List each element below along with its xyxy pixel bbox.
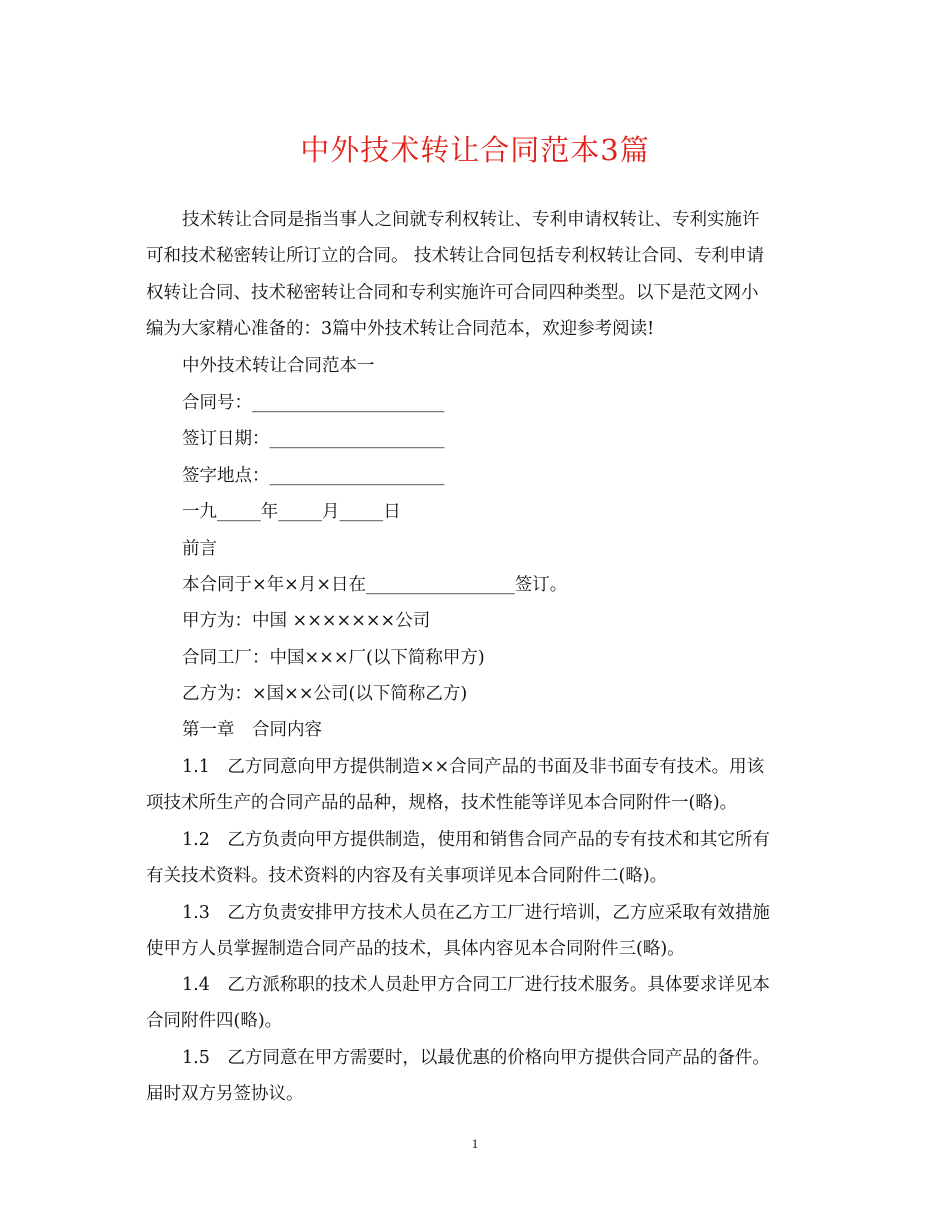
- preface-heading: 前言: [182, 539, 217, 559]
- document-title: 中外技术转让合同范本3篇: [300, 133, 650, 167]
- clause-line: 使甲方人员掌握制造合同产品的技术，具体内容见本合同附件三(略)。: [146, 939, 685, 959]
- sign-date-field: 签订日期：____________________: [182, 429, 445, 449]
- clause-line: 合同附件四(略)。: [146, 1011, 283, 1031]
- page-number: 1: [471, 1136, 479, 1151]
- clause-line: 届时双方另签协议。: [146, 1084, 304, 1104]
- clause-line: 1.5 乙方同意在甲方需要时，以最优惠的价格向甲方提供合同产品的备件。: [182, 1048, 770, 1068]
- sign-place-field: 签字地点：____________________: [182, 466, 445, 486]
- clause-line: 1.1 乙方同意向甲方提供制造××合同产品的书面及非书面专有技术。用该: [182, 757, 765, 777]
- intro-line: 可和技术秘密转让所订立的合同。 技术转让合同包括专利权转让合同、专利申请: [146, 246, 765, 266]
- party-a-line: 甲方为：中国 ×××××××公司: [182, 611, 431, 631]
- factory-line: 合同工厂：中国×××厂(以下简称甲方): [182, 648, 485, 668]
- clause-line: 1.3 乙方负责安排甲方技术人员在乙方工厂进行培训，乙方应采取有效措施: [182, 903, 770, 923]
- party-b-line: 乙方为：×国××公司(以下简称乙方): [182, 684, 468, 704]
- clause-line: 项技术所生产的合同产品的品种，规格，技术性能等详见本合同附件一(略)。: [146, 793, 738, 813]
- chapter-heading: 第一章 合同内容: [182, 720, 322, 740]
- intro-line: 编为大家精心准备的：3篇中外技术转让合同范本，欢迎参考阅读!: [146, 319, 655, 339]
- signed-at-line: 本合同于×年×月×日在_________________签订。: [182, 575, 568, 595]
- intro-line: 权转让合同、技术秘密转让合同和专利实施许可合同四种类型。以下是范文网小: [146, 283, 759, 303]
- date-line: 一九_____年_____月_____日: [182, 502, 401, 522]
- contract-number-field: 合同号：______________________: [182, 393, 445, 413]
- section-title: 中外技术转让合同范本一: [182, 356, 375, 376]
- clause-line: 1.2 乙方负责向甲方提供制造，使用和销售合同产品的专有技术和其它所有: [182, 830, 770, 850]
- intro-line: 技术转让合同是指当事人之间就专利权转让、专利申请权转让、专利实施许: [182, 210, 760, 230]
- clause-line: 有关技术资料。技术资料的内容及有关事项详见本合同附件二(略)。: [146, 866, 668, 886]
- clause-line: 1.4 乙方派称职的技术人员赴甲方合同工厂进行技术服务。具体要求详见本: [182, 975, 770, 995]
